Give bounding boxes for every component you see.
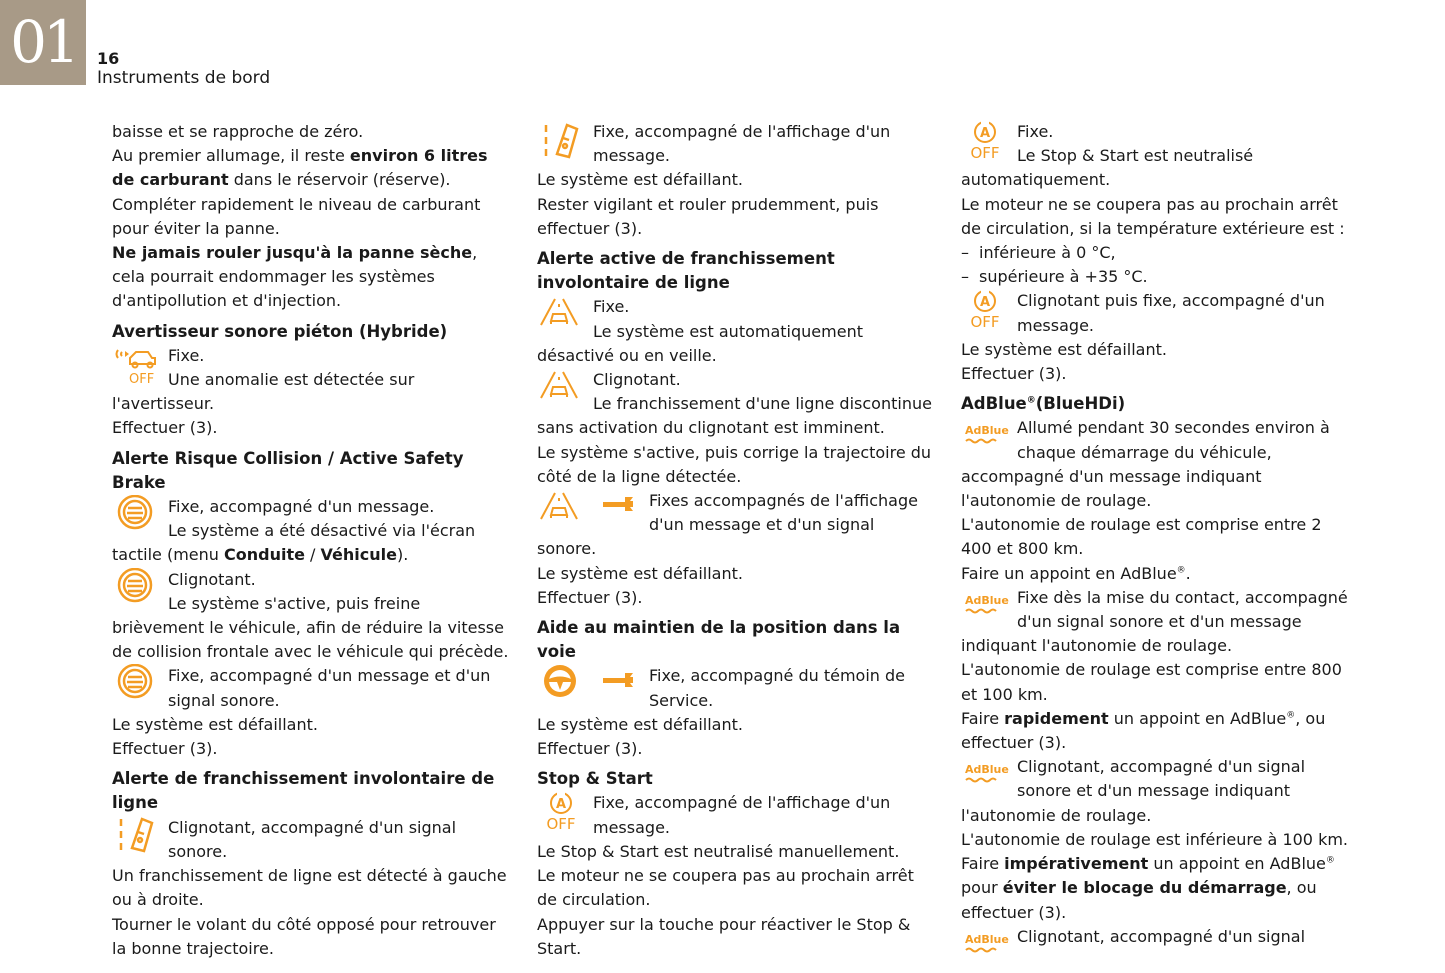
- warning-state: Fixes accompagnés de l'affichage d'un message et d'un signal sonore.: [537, 491, 918, 559]
- paragraph: Le système est défaillant.: [537, 563, 743, 583]
- paragraph: Le système est défaillant.: [537, 714, 743, 734]
- active-lane-service-icons: [537, 489, 649, 537]
- paragraph: Un franchissement de ligne est détecté à gauche ou à droite.: [112, 866, 507, 910]
- paragraph: L'autonomie de roulage est comprise entre 2 400 et 800 km.: [961, 515, 1322, 559]
- warning-entry: [112, 344, 512, 417]
- stop-start-off-icon: [961, 289, 1017, 337]
- svg-text:AdBlue: AdBlue: [965, 763, 1009, 777]
- warning-state: Fixe.: [1017, 122, 1054, 141]
- paragraph: Le moteur ne se coupera pas au prochain arrêt de circulation.: [537, 866, 914, 910]
- wrench-icon: [603, 673, 633, 687]
- warning-text: Le Stop & Start est neutralisé automatiquement.: [961, 146, 1254, 190]
- adblue-icon: [961, 586, 1017, 634]
- column-3: [961, 120, 1356, 973]
- heading-pedestrian-horn: Avertisseur sonore piéton (Hybride): [112, 321, 448, 341]
- paragraph: Effectuer (3).: [537, 739, 643, 759]
- warning-entry: [537, 120, 932, 168]
- page-number: 16: [97, 49, 120, 68]
- warning-state: Fixe.: [168, 345, 205, 365]
- warning-entry: [537, 295, 932, 368]
- collision-alert-icon: [112, 664, 168, 712]
- paragraph: Appuyer sur la touche pour réactiver le Stop & Start.: [537, 914, 911, 958]
- heading-collision: Alerte Risque Collision / Active Safety Brake: [112, 448, 464, 492]
- paragraph: Rester vigilant et rouler prudemment, puis effectuer (3).: [537, 194, 879, 238]
- adblue-icon: [961, 755, 1017, 803]
- steering-service-icons: [537, 664, 649, 712]
- warning-entry: [537, 368, 932, 441]
- warning-text: Une anomalie est détectée sur l'avertisseur.: [112, 370, 415, 414]
- temperature-list: [961, 241, 1356, 289]
- warning-text: Clignotant, accompagné d'un signal sonore et d'un message indiquant l'autonomie de roulage.: [961, 757, 1306, 825]
- paragraph: Le Stop & Start est neutralisé manuellement.: [537, 841, 900, 861]
- stop-start-off-icon: [961, 120, 1017, 168]
- warning-entry: [112, 568, 512, 665]
- paragraph: Le système s'active, puis corrige la trajectoire du côté de la ligne détectée.: [537, 442, 932, 486]
- adblue-icon: [961, 416, 1017, 464]
- warning-state: Fixe, accompagné de l'affichage d'un message.: [593, 793, 891, 837]
- svg-text:A: A: [555, 797, 567, 813]
- warning-state: Clignotant puis fixe, accompagné d'un message.: [1017, 291, 1325, 335]
- svg-text:A: A: [979, 295, 991, 311]
- warning-state: Fixe.: [593, 297, 630, 317]
- active-lane-icon: [537, 295, 593, 343]
- warning-text: Le système s'active, puis freine brièvement le véhicule, afin de réduire la vitesse de collision frontale avec le véhicule qui précède.: [112, 593, 509, 662]
- svg-text:AdBlue: AdBlue: [965, 424, 1009, 438]
- heading-adblue: AdBlue®(BlueHDi): [961, 394, 1126, 414]
- warning-state: Fixe, accompagné de l'affichage d'un message.: [593, 122, 891, 166]
- warning-entry: [537, 489, 932, 562]
- paragraph: baisse et se rapproche de zéro.: [112, 122, 364, 141]
- heading-active-lane: Alerte active de franchissement involontaire de ligne: [537, 249, 835, 293]
- warning-entry: [112, 664, 512, 712]
- warning-state: Clignotant.: [168, 569, 256, 589]
- wrench-icon: [603, 497, 633, 511]
- lane-departure-icon: [112, 816, 168, 864]
- heading-lane-keeping: Aide au maintien de la position dans la voie: [537, 618, 901, 662]
- svg-text:OFF: OFF: [546, 815, 576, 834]
- heading-stop-start: Stop & Start: [537, 769, 653, 789]
- warning-entry: [961, 755, 1356, 828]
- paragraph: Tourner le volant du côté opposé pour retrouver la bonne trajectoire.: [112, 914, 496, 958]
- paragraph: Le moteur ne se coupera pas au prochain arrêt de circulation, si la température extérieure est :: [961, 194, 1345, 238]
- lane-departure-icon: [537, 120, 593, 168]
- warning-state: Fixe, accompagné d'un message et d'un signal sonore.: [168, 666, 491, 710]
- chapter-tab: 01: [0, 0, 86, 85]
- list-item: – supérieure à +35 °C.: [961, 265, 1356, 289]
- paragraph: L'autonomie de roulage est inférieure à 100 km.: [961, 829, 1349, 849]
- svg-text:OFF: OFF: [970, 313, 1000, 332]
- svg-text:A: A: [979, 126, 991, 141]
- svg-text:AdBlue: AdBlue: [965, 593, 1009, 607]
- list-item: – inférieure à 0 °C,: [961, 241, 1356, 265]
- warning-entry: [112, 495, 512, 568]
- steering-wheel-icon: [544, 665, 576, 697]
- paragraph: Ne jamais rouler jusqu'à la panne sèche, cela pourrait endommager les systèmes d'antipollution et d'injection.: [112, 243, 478, 311]
- paragraph: Le système est défaillant.: [537, 170, 743, 190]
- paragraph: Faire rapidement un appoint en AdBlue®, ou effectuer (3).: [961, 708, 1326, 753]
- paragraph: Le système est défaillant.: [112, 714, 318, 734]
- warning-entry: [961, 586, 1356, 659]
- active-lane-icon: [541, 493, 577, 519]
- warning-text: Clignotant, accompagné d'un signal: [1017, 926, 1306, 946]
- paragraph: Effectuer (3).: [112, 418, 218, 438]
- active-lane-icon: [537, 368, 593, 416]
- warning-entry: [961, 120, 1356, 193]
- collision-alert-icon: [112, 568, 168, 616]
- paragraph: Le système est défaillant.: [961, 339, 1167, 359]
- svg-text:OFF: OFF: [970, 144, 1000, 162]
- svg-text:OFF: OFF: [129, 371, 155, 387]
- paragraph: Effectuer (3).: [961, 364, 1067, 384]
- warning-state: Clignotant.: [593, 370, 681, 390]
- warning-state: Fixe, accompagné du témoin de Service.: [649, 666, 905, 710]
- warning-entry: [961, 416, 1356, 513]
- warning-entry: [961, 289, 1356, 337]
- collision-alert-icon: [112, 495, 168, 543]
- warning-entry: [961, 925, 1356, 973]
- warning-text: Le franchissement d'une ligne discontinue sans activation du clignotant est imminent.: [537, 394, 932, 438]
- column-1: [112, 120, 512, 961]
- paragraph: L'autonomie de roulage est comprise entre 800 et 100 km.: [961, 660, 1342, 704]
- warning-entry: [537, 791, 932, 839]
- paragraph: Au premier allumage, il reste environ 6 litres de carburant dans le réservoir (réserve).: [112, 146, 488, 190]
- warning-text: Le système a été désactivé via l'écran tactile (menu Conduite / Véhicule).: [112, 521, 476, 565]
- section-title: Instruments de bord: [97, 68, 271, 88]
- warning-text: Fixe dès la mise du contact, accompagné d'un signal sonore et d'un message indiquant l'autonomie de roulage.: [961, 587, 1348, 656]
- column-2: [537, 120, 932, 961]
- paragraph: Effectuer (3).: [537, 587, 643, 607]
- paragraph: Faire un appoint en AdBlue®.: [961, 563, 1191, 583]
- adblue-icon: [961, 925, 1017, 973]
- paragraph: Effectuer (3).: [112, 739, 218, 759]
- paragraph: Faire impérativement un appoint en AdBlue® pour éviter le blocage du démarrage, ou effectuer (3).: [961, 854, 1335, 922]
- warning-state: Clignotant, accompagné d'un signal sonore.: [168, 817, 457, 861]
- stop-start-off-icon: [537, 791, 593, 839]
- warning-text: Allumé pendant 30 secondes environ à chaque démarrage du véhicule, accompagné d'un message indiquant l'autonomie de roulage.: [961, 418, 1330, 511]
- svg-text:AdBlue: AdBlue: [965, 932, 1009, 946]
- heading-lane-departure: Alerte de franchissement involontaire de ligne: [112, 769, 495, 813]
- warning-state: Fixe, accompagné d'un message.: [168, 497, 435, 517]
- warning-text: Le système est automatiquement désactivé ou en veille.: [537, 321, 863, 365]
- warning-entry: [112, 816, 512, 864]
- warning-entry: [537, 664, 932, 712]
- paragraph: Compléter rapidement le niveau de carburant pour éviter la panne.: [112, 194, 481, 238]
- pedestrian-horn-off-icon: [112, 344, 168, 392]
